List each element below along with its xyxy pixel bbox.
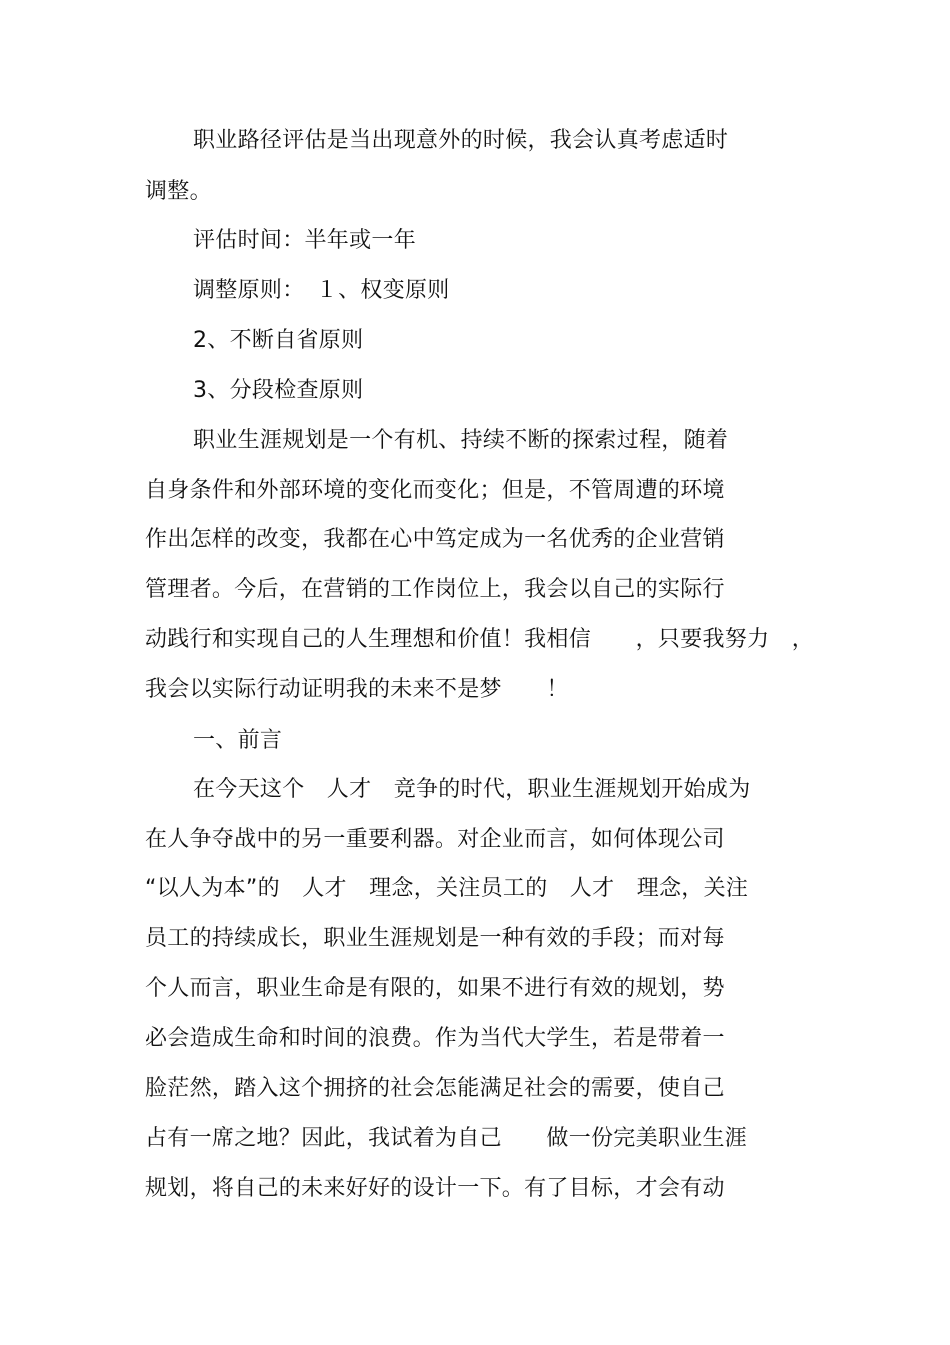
paragraph-line: 个人而言，职业生命是有限的，如果不进行有效的规划，势	[145, 976, 725, 1001]
paragraph-line: 3、分段检查原则	[193, 378, 364, 403]
paragraph-line: 自身条件和外部环境的变化而变化；但是，不管周遭的环境	[145, 478, 725, 503]
paragraph-line: 调整。	[145, 179, 212, 204]
paragraph-line: 2、不断自省原则	[193, 328, 364, 353]
paragraph-line: 在人争夺战中的另一重要利器。对企业而言，如何体现公司	[145, 827, 725, 852]
paragraph-line: 评估时间：半年或一年	[193, 228, 417, 253]
paragraph-line: “以人为本”的 人才 理念，关注员工的 人才 理念，关注	[145, 876, 749, 901]
paragraph-line: 职业生涯规划是一个有机、持续不断的探索过程，随着	[193, 428, 729, 453]
paragraph-line: 管理者。今后，在营销的工作岗位上，我会以自己的实际行	[145, 577, 725, 602]
paragraph-line: 员工的持续成长，职业生涯规划是一种有效的手段；而对每	[145, 926, 725, 951]
paragraph-line: 规划，将自己的未来好好的设计一下。有了目标，才会有动	[145, 1176, 725, 1201]
paragraph-line: 动践行和实现自己的人生理想和价值！我相信 ，只要我努力 ，	[145, 627, 815, 652]
paragraph-line: 占有一席之地？因此，我试着为自己 做一份完美职业生涯	[145, 1126, 748, 1151]
paragraph-line: 脸茫然，踏入这个拥挤的社会怎能满足社会的需要，使自己	[145, 1076, 725, 1101]
section-heading: 一、前言	[193, 728, 283, 753]
paragraph-line: 职业路径评估是当出现意外的时候，我会认真考虑适时	[193, 128, 729, 153]
paragraph-line: 作出怎样的改变，我都在心中笃定成为一名优秀的企业营销	[145, 527, 725, 552]
paragraph-line: 我会以实际行动证明我的未来不是梦 ！	[145, 677, 569, 702]
paragraph-line: 在今天这个 人才 竞争的时代，职业生涯规划开始成为	[193, 777, 751, 802]
paragraph-line: 调整原则： １、权变原则	[193, 278, 450, 303]
paragraph-line: 必会造成生命和时间的浪费。作为当代大学生，若是带着一	[145, 1026, 725, 1051]
